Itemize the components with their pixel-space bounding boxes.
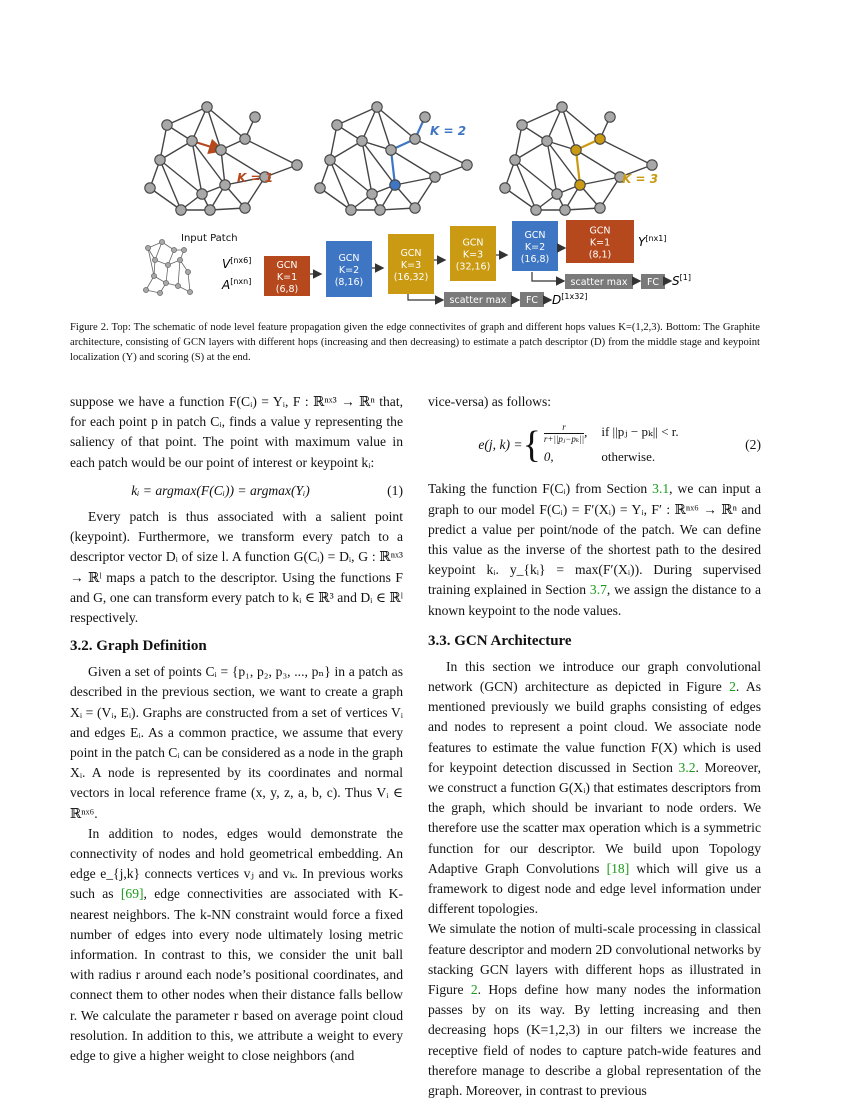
a-label: A[nxn] <box>222 277 252 292</box>
graph-node <box>162 120 172 130</box>
equation-1-body <box>70 481 371 501</box>
graph-node <box>375 205 385 215</box>
graph-node <box>531 205 541 215</box>
graph-node <box>500 183 510 193</box>
equation-2-number: (2) <box>745 436 761 452</box>
graph-edge <box>576 150 620 177</box>
graph-node <box>410 134 420 144</box>
patch-node <box>145 245 150 250</box>
patch-node <box>187 289 192 294</box>
equation-1-text: kᵢ = argmax(F(Cᵢ)) = argmax(Yᵢ) <box>131 482 310 498</box>
equation-2-brace: { <box>522 423 541 466</box>
graph-k2 <box>315 102 472 215</box>
equation-1 <box>70 481 403 501</box>
gcn-block-label: (8,1) <box>588 249 612 261</box>
patch-node <box>152 257 157 262</box>
citation-link[interactable]: [69] <box>120 886 144 902</box>
equation-2-cases: $\frac{r}{\text{r+||pⱼ−pₖ||}}$ , if ||pⱼ − pₖ|| < r. 0, otherwise. <box>544 422 679 467</box>
graph-node <box>332 120 342 130</box>
graph-node <box>595 134 605 144</box>
equation-2-lhs: e(j, k) = <box>478 436 523 452</box>
paragraph <box>428 657 761 920</box>
graph-edge <box>362 141 372 194</box>
graph-node <box>552 189 562 199</box>
graph-node <box>220 180 230 190</box>
gcn-block-label: (6,8) <box>275 284 299 295</box>
paragraph: Every patch is thus associated with a salient point (keypoint). Furthermore, we transform every patch to a descriptor vector Dᵢ of size l. A function G(Cᵢ) = Dᵢ, G : ℝⁿˣ³ → ℝˡ maps a patch to the descriptor. Using the functions F and G, one can transform every patch to kᵢ ∈ ℝ³ and Dᵢ ∈ ℝˡ respectively. <box>70 509 403 626</box>
paragraph: suppose we have a function F(Cᵢ) = Yᵢ, F : ℝⁿˣ³ → ℝⁿ that, for each point p in patch Cᵢ, finds a value y representing the saliency of that point. The point with maximum value in each patch would be our point of interest or keypoint kᵢ: <box>70 394 403 470</box>
patch-node <box>177 257 182 262</box>
end-scatter-max-label: scatter max <box>570 277 628 288</box>
graph-node <box>216 145 226 155</box>
text-span: . Hops define how many nodes the information passes by on its way. By letting increasing and then decreasing hops (K=1,2,3) in our filters we increase the receptive field of nodes to capture patch-wide features and therefore manage to describe a global representation of the graph. Moreover, in contrast to previous <box>428 982 761 1099</box>
k1-label: K = 1 <box>237 171 274 185</box>
section-link[interactable]: 3.2 <box>678 759 696 775</box>
patch-node <box>181 247 186 252</box>
graph-node <box>176 205 186 215</box>
graph-node <box>197 189 207 199</box>
patch-node <box>165 262 170 267</box>
graph-edge <box>547 141 557 194</box>
graph-node <box>205 205 215 215</box>
graph-node <box>292 160 302 170</box>
citation-link[interactable]: [18] <box>606 860 630 876</box>
graph-node <box>202 102 212 112</box>
graph-node <box>386 145 396 155</box>
graph-node <box>647 160 657 170</box>
text-span: , edge connectivities are associated with K-nearest neighbors. The k-NN constraint would force a fixed number of edges into every node ultimately losing metric information. In contrast to this, we consider the unit ball with radius r around each node’s positional coordinates, and connect them to other nodes when their distance falls bellow r. We calculate the parameter r based on average point cloud resolution. In addition to this, we attribute a weight to every edge to give a higher weight to close neighbors (and <box>70 886 403 1064</box>
graph-node <box>390 180 400 190</box>
paragraph <box>428 479 761 620</box>
y-label: Y[nx1] <box>638 234 667 249</box>
graph-k3 <box>500 102 657 215</box>
equation-1-number: (1) <box>387 482 403 498</box>
patch-node <box>151 273 156 278</box>
graph-node <box>240 134 250 144</box>
graph-node <box>557 102 567 112</box>
graph-node <box>571 145 581 155</box>
equation-2-body <box>428 422 729 467</box>
graph-edge <box>330 160 372 194</box>
end-fc-label: FC <box>646 277 660 288</box>
graph-edge <box>600 139 652 165</box>
input-patch-label: Input Patch <box>181 233 238 244</box>
graph-node <box>420 112 430 122</box>
graph-edge <box>415 139 467 165</box>
gcn-block-label: (8,16) <box>334 277 364 288</box>
patch-node <box>159 239 164 244</box>
text-span: We simulate the notion of multi-scale processing in classical feature descriptor and modern 2D convolutional networks by stacking GCN layers with different hops as illustrated in Figure <box>428 921 761 998</box>
text-span: In this section we introduce our graph convolutional network (GCN) architecture as depicted in Figure <box>428 658 761 695</box>
patch-edge <box>178 260 180 286</box>
graph-node <box>240 203 250 213</box>
patch-edge <box>188 272 190 292</box>
v-label: V[nx6] <box>222 256 252 271</box>
graph-node <box>346 205 356 215</box>
gcn-block-label: (32,16) <box>455 261 491 273</box>
equation-2-condition-1: if ||pⱼ − pₖ|| < r. <box>601 424 679 440</box>
text-span: In addition to nodes, edges would demonstrate the connectivity of nodes and hold geometrical embedding. An edge e_{j,k} connects vertices vⱼ and vₖ. In previous works such as <box>70 825 403 902</box>
graph-node <box>187 136 197 146</box>
patch-node <box>163 280 168 285</box>
graph-edge <box>245 139 297 165</box>
figure-caption: Figure 2. Top: The schematic of node level feature propagation given the edge connectivites of graph and different hops values K=(1,2,3). Bottom: The Graphite architecture, consisting of GCN layers with different hops (increasing and then decreasing) to estimate a patch descriptor (D) from the middle stage and keypoint localization (Y) and scoring (S) at the end. <box>70 322 760 363</box>
left-column <box>70 392 403 1066</box>
gcn-block-label: GCN <box>338 253 360 264</box>
graph-node <box>542 136 552 146</box>
graph-node <box>462 160 472 170</box>
graph-node <box>372 102 382 112</box>
figure-2 <box>70 100 780 318</box>
graph-node <box>357 136 367 146</box>
end-branch-arrow <box>532 272 563 281</box>
k3-label: K = 3 <box>622 172 659 186</box>
graph-edge <box>192 141 202 194</box>
s-label: S[1] <box>672 273 691 288</box>
graph-node <box>510 155 520 165</box>
graph-edge <box>160 160 202 194</box>
patch-node <box>175 283 180 288</box>
graph-node <box>155 155 165 165</box>
text-span: . Moreover, we construct a function G(Xᵢ) that estimates descriptors from the graph, which should be invariant to node orders. We therefore use the scatter max operation which is a symmetric function for our descriptor. We build upon Topology Adaptive Graph Convolutions <box>428 759 762 876</box>
paragraph: Given a set of points Cᵢ = {p₁, p₂, p₃, ..., pₙ} in a patch as described in the previous section, we want to create a graph Xᵢ = (Vᵢ, Eᵢ). Graphs are constructed from a set of vertices Vᵢ and edges Eᵢ. As a common practice, we assume that every point in the patch Cᵢ can be considered as a node in the graph Xᵢ. A node is represented by its coordinates and normal vectors in local reference frame (x, y, z, a, b, c). Thus Vᵢ ∈ ℝⁿˣ⁶. <box>70 664 403 821</box>
mid-branch-arrow <box>408 294 442 300</box>
graph-node <box>325 155 335 165</box>
gcn-block-label: GCN <box>400 248 422 259</box>
gcn-block-label: GCN <box>524 230 546 241</box>
equation-2-value-2: 0, <box>543 449 554 465</box>
text-span: which will give us a framework to digest node and edge level information under different topologies. <box>428 860 762 917</box>
fraction-denominator: r+||pⱼ−pₖ|| <box>543 434 585 445</box>
paragraph <box>70 824 403 1066</box>
graph-node <box>410 203 420 213</box>
graph-node <box>430 172 440 182</box>
patch-node <box>143 287 148 292</box>
gcn-block-label: GCN <box>462 237 484 249</box>
text-span: , we can input a graph to our model F(Cᵢ) = F′(Xᵢ) = Yᵢ, F′ : ℝⁿˣ⁶ → ℝⁿ and predict a value per point/node of the patch. We can define this value as the inverse of the shortest path to the desired keypoint kᵢ. y_{kᵢ} = max(F′(Xᵢ)). During supervised training explained in Section <box>428 481 761 598</box>
section-heading-3-3: 3.3. GCN Architecture <box>428 632 572 649</box>
paragraph <box>428 919 761 1101</box>
graph-node <box>605 112 615 122</box>
graph-node <box>595 203 605 213</box>
patch-node <box>185 269 190 274</box>
gcn-block-label: K=3 <box>400 260 422 271</box>
mid-scatter-max-label: scatter max <box>449 295 507 306</box>
d-label: D[1x32] <box>552 292 588 307</box>
gcn-block-label: K=1 <box>589 237 611 249</box>
graph-node <box>250 112 260 122</box>
graph-edge <box>515 160 557 194</box>
text-span: , we assign the distance to a known keypoint to the node values. <box>428 582 761 618</box>
right-column <box>428 392 761 1101</box>
figure-link[interactable]: 2 <box>729 679 736 695</box>
graph-node <box>367 189 377 199</box>
equation-2-condition-2: otherwise. <box>601 449 656 465</box>
section-heading-3-2: 3.2. Graph Definition <box>70 638 207 655</box>
figure-2-svg <box>70 100 780 318</box>
graph-node <box>145 183 155 193</box>
gcn-block-label: (16,32) <box>393 272 429 283</box>
graph-node <box>560 205 570 215</box>
section-link[interactable]: 3.7 <box>589 582 607 598</box>
equation-2 <box>428 422 761 467</box>
gcn-block-label: K=1 <box>276 272 298 283</box>
mid-fc-label: FC <box>525 295 539 306</box>
gcn-block-label: GCN <box>589 225 611 237</box>
fraction-numerator: r <box>544 422 584 434</box>
text-span: . As mentioned previously we build graphs consisting of edges and nodes to represent a point cloud. We associate node features to estimate the value function F(X) which is used for keypoint detection discussed in Section <box>428 679 761 775</box>
equation-2-fraction <box>544 422 584 445</box>
k2-label: K = 2 <box>430 124 467 138</box>
input-patch-graph <box>143 239 192 295</box>
graph-edge <box>395 177 435 185</box>
patch-node <box>157 290 162 295</box>
gcn-block-label: K=2 <box>338 265 360 276</box>
text-span: Taking the function F(Cᵢ) from Section <box>428 481 653 497</box>
gcn-block-label: K=2 <box>524 242 546 253</box>
graph-k1 <box>145 102 302 215</box>
patch-node <box>171 247 176 252</box>
section-link[interactable]: 3.1 <box>652 481 670 497</box>
gcn-block-label: (16,8) <box>520 254 550 265</box>
figure-link[interactable]: 2 <box>470 982 478 998</box>
graph-node <box>315 183 325 193</box>
gcn-block-label: K=3 <box>462 249 484 261</box>
gcn-block-label: GCN <box>276 260 298 271</box>
graph-node <box>517 120 527 130</box>
paragraph: vice-versa) as follows: <box>428 394 552 409</box>
graph-edge <box>391 150 435 177</box>
graph-edge <box>580 177 620 185</box>
graph-node <box>575 180 585 190</box>
